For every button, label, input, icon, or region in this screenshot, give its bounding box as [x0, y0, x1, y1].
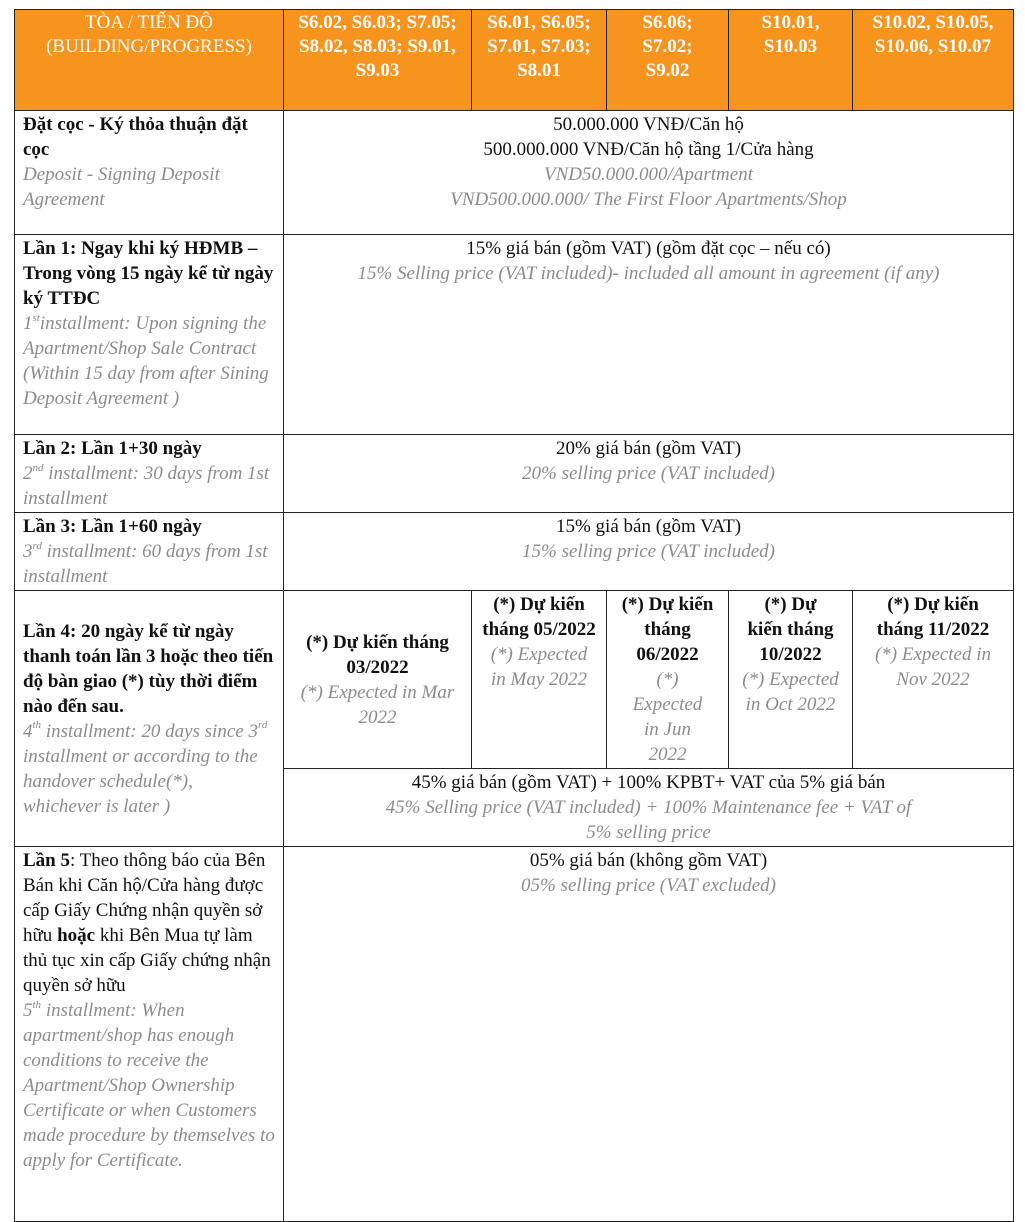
installment-2-row	[15, 435, 1014, 513]
handover-date-3-en: (*) Expected in Jun 2022	[632, 669, 703, 765]
header-title-en: (BUILDING/PROGRESS)	[46, 36, 252, 57]
installment-4-value-en: 45% Selling price (VAT included) + 100% Maintenance fee + VAT of 5% selling price	[385, 797, 912, 843]
installment-1-label	[15, 235, 284, 435]
header-group-1: S6.02, S6.03; S7.05; S8.02, S8.03; S9.01, S9.03	[284, 10, 472, 111]
installment-4-label	[15, 591, 284, 847]
handover-date-group-5	[853, 591, 1014, 769]
installment-1-value-en: 15% Selling price (VAT included)- included all amount in agreement (if any)	[357, 263, 940, 284]
deposit-value	[284, 111, 1014, 235]
installment-2-label-vi: Lần 2: Lần 1+30 ngày	[23, 438, 202, 459]
header-group-5: S10.02, S10.05, S10.06, S10.07	[853, 10, 1014, 111]
header-group-2: S6.01, S6.05; S7.01, S7.03; S8.01	[472, 10, 607, 111]
installment-4-dates-row	[15, 591, 1014, 769]
installment-3-value-vi: 15% giá bán (gồm VAT)	[555, 516, 742, 537]
installment-5-value-vi: 05% giá bán (không gồm VAT)	[529, 850, 768, 871]
deposit-row	[15, 111, 1014, 235]
installment-5-row	[15, 847, 1014, 1222]
handover-date-group-1	[284, 591, 472, 769]
installment-5-value	[284, 847, 1014, 1222]
installment-1-row	[15, 235, 1014, 435]
installment-3-value-en: 15% selling price (VAT included)	[522, 541, 775, 562]
handover-date-1-vi: (*) Dự kiến tháng 03/2022	[306, 631, 449, 678]
handover-date-4-vi: (*) Dự kiến tháng 10/2022	[747, 594, 834, 665]
installment-4-value	[284, 769, 1014, 847]
installment-5-label	[15, 847, 284, 1222]
handover-date-4-en: (*) Expected in Oct 2022	[742, 669, 839, 715]
header-group-3: S6.06; S7.02; S9.02	[607, 10, 729, 111]
handover-date-group-3	[607, 591, 729, 769]
installment-1-value	[284, 235, 1014, 435]
deposit-value-en-1: VND50.000.000/Apartment	[544, 164, 753, 185]
installment-3-label-vi: Lần 3: Lần 1+60 ngày	[23, 516, 202, 537]
installment-3-value	[284, 513, 1014, 591]
installment-4-label-vi: Lần 4: 20 ngày kể từ ngày thanh toán lần 3 hoặc theo tiến độ bàn giao (*) tùy thời điểm nào đến sau.	[23, 620, 274, 717]
installment-3-label-en: 3rd installment: 60 days from 1st installment	[23, 539, 268, 587]
deposit-label	[15, 111, 284, 235]
handover-date-3-vi: (*) Dự kiến tháng 06/2022	[621, 594, 714, 665]
handover-date-group-2	[472, 591, 607, 769]
handover-date-5-en: (*) Expected in Nov 2022	[874, 644, 992, 690]
installment-1-label-vi: Lần 1: Ngay khi ký HĐMB – Trong vòng 15 ngày kể từ ngày ký TTĐC	[23, 238, 274, 309]
installment-2-label-en: 2nd installment: 30 days from 1st installment	[23, 461, 270, 509]
installment-3-row	[15, 513, 1014, 591]
header-group-4: S10.01, S10.03	[729, 10, 853, 111]
handover-date-group-4	[729, 591, 853, 769]
installment-4-label-en: 4th installment: 20 days since 3rd installment or according to the handover schedule(*), whichever is later )	[23, 719, 268, 817]
header-title-vi: TÒA / TIẾN ĐỘ	[85, 12, 213, 33]
installment-3-label	[15, 513, 284, 591]
deposit-value-vi-2: 500.000.000 VNĐ/Căn hộ tầng 1/Cửa hàng	[483, 139, 814, 160]
installment-5-label-vi: Lần 5: Theo thông báo của Bên Bán khi Căn hộ/Cửa hàng được cấp Giấy Chứng nhận quyền sở hữu hoặc khi Bên Mua tự làm thủ tục xin cấp Giấy chứng nhận quyền sở hữu	[23, 850, 271, 996]
handover-date-2-vi: (*) Dự kiến tháng 05/2022	[482, 594, 596, 640]
deposit-value-vi-1: 50.000.000 VNĐ/Căn hộ	[553, 114, 744, 135]
installment-2-value	[284, 435, 1014, 513]
deposit-value-en-2: VND500.000.000/ The First Floor Apartments/Shop	[450, 189, 847, 210]
handover-date-1-en: (*) Expected in Mar 2022	[300, 681, 455, 728]
installment-2-value-en: 20% selling price (VAT included)	[522, 463, 775, 484]
deposit-label-en: Deposit - Signing Deposit Agreement	[23, 164, 220, 210]
header-building-progress	[15, 10, 284, 111]
installment-1-value-vi: 15% giá bán (gồm VAT) (gồm đặt cọc – nếu có)	[466, 238, 831, 259]
installment-2-value-vi: 20% giá bán (gồm VAT)	[555, 438, 742, 459]
installment-5-label-en: 5th installment: When apartment/shop has enough conditions to receive the Apartment/Shop Ownership Certificate or when Customers made procedure by themselves to apply for Certificate.	[23, 998, 275, 1171]
installment-5-value-en: 05% selling price (VAT excluded)	[520, 875, 776, 896]
payment-schedule-table	[14, 9, 1014, 1222]
deposit-label-vi: Đặt cọc - Ký thỏa thuận đặt cọc	[23, 114, 248, 160]
installment-4-value-vi: 45% giá bán (gồm VAT) + 100% KPBT+ VAT của 5% giá bán	[411, 772, 886, 793]
header-row	[15, 10, 1014, 111]
handover-date-2-en: (*) Expected in May 2022	[490, 644, 588, 690]
handover-date-5-vi: (*) Dự kiến tháng 11/2022	[876, 594, 990, 640]
installment-1-label-en: 1stinstallment: Upon signing the Apartment/Shop Sale Contract (Within 15 day from after Sining Deposit Agreement )	[23, 311, 269, 409]
installment-2-label	[15, 435, 284, 513]
